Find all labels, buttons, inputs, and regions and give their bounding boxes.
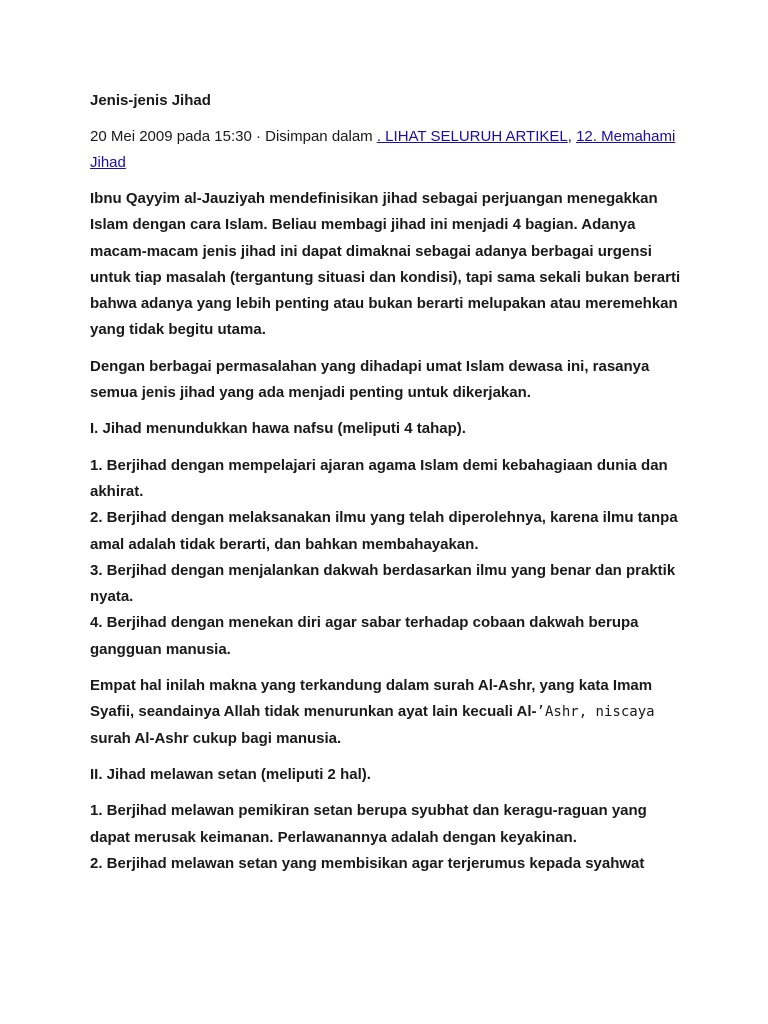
post-date: 20 Mei 2009 pada 15:30 · Disimpan dalam <box>90 128 377 145</box>
paragraph-al-ashr-part1: Empat hal inilah makna yang terkandung dalam surah Al-Ashr, yang kata Imam Syafii, seandainya Allah tidak menurunkan ayat lain kecuali Al- <box>90 677 653 721</box>
category-separator: , <box>567 128 577 145</box>
list-section-1 <box>90 453 690 663</box>
paragraph-intro: Ibnu Qayyim al-Jauziyah mendefinisikan jihad sebagai perjuangan menegakkan Islam dengan cara Islam. Beliau membagi jihad ini menjadi 4 bagian. Adanya macam-macam jenis jihad ini dapat dimaknai sebagai adanya berbagai urgensi untuk tiap masalah (tergantung situasi dan kondisi), tapi sama sekali bukan berarti bahwa adanya yang lebih penting atau bukan berarti melupakan atau meremehkan yang tidak begitu utama. <box>90 190 681 339</box>
list-item: 1. Berjihad dengan mempelajari ajaran agama Islam demi kebahagiaan dunia dan akhirat. <box>90 456 668 500</box>
list-item: 2. Berjihad melawan setan yang membisikan agar terjerumus kepada syahwat <box>90 854 645 872</box>
paragraph-al-ashr-part3: surah Al-Ashr cukup bagi manusia. <box>90 729 342 747</box>
list-item: 2. Berjihad dengan melaksanakan ilmu yang telah diperolehnya, karena ilmu tanpa amal adalah tidak berarti, dan bahkan membahayakan. <box>90 509 678 553</box>
article-title: Jenis-jenis Jihad <box>90 92 211 109</box>
list-item: 4. Berjihad dengan menekan diri agar sabar terhadap cobaan dakwah berupa gangguan manusia. <box>90 614 639 658</box>
paragraph-al-ashr <box>90 673 690 752</box>
article <box>90 88 690 887</box>
category-link-memahami-jihad[interactable]: 12. Memahami Jihad <box>90 128 676 171</box>
list-item: 3. Berjihad dengan menjalankan dakwah berdasarkan ilmu yang benar dan praktik nyata. <box>90 561 676 606</box>
section-heading-2: II. Jihad melawan setan (meliputi 2 hal). <box>90 765 371 783</box>
paragraph-context: Dengan berbagai permasalahan yang dihadapi umat Islam dewasa ini, rasanya semua jenis jihad yang ada menjadi penting untuk dikerjakan. <box>90 357 650 402</box>
paragraph-al-ashr-part2: ’Ashr, niscaya <box>536 704 655 721</box>
article-meta <box>90 124 690 176</box>
category-link-all-articles[interactable]: . LIHAT SELURUH ARTIKEL <box>376 128 568 145</box>
list-item: 1. Berjihad melawan pemikiran setan berupa syubhat dan keragu-raguan yang dapat merusak keimanan. Perlawanannya adalah dengan keyakinan. <box>90 802 647 846</box>
section-heading-1: I. Jihad menundukkan hawa nafsu (meliputi 4 tahap). <box>90 420 466 438</box>
list-section-2 <box>90 798 690 877</box>
